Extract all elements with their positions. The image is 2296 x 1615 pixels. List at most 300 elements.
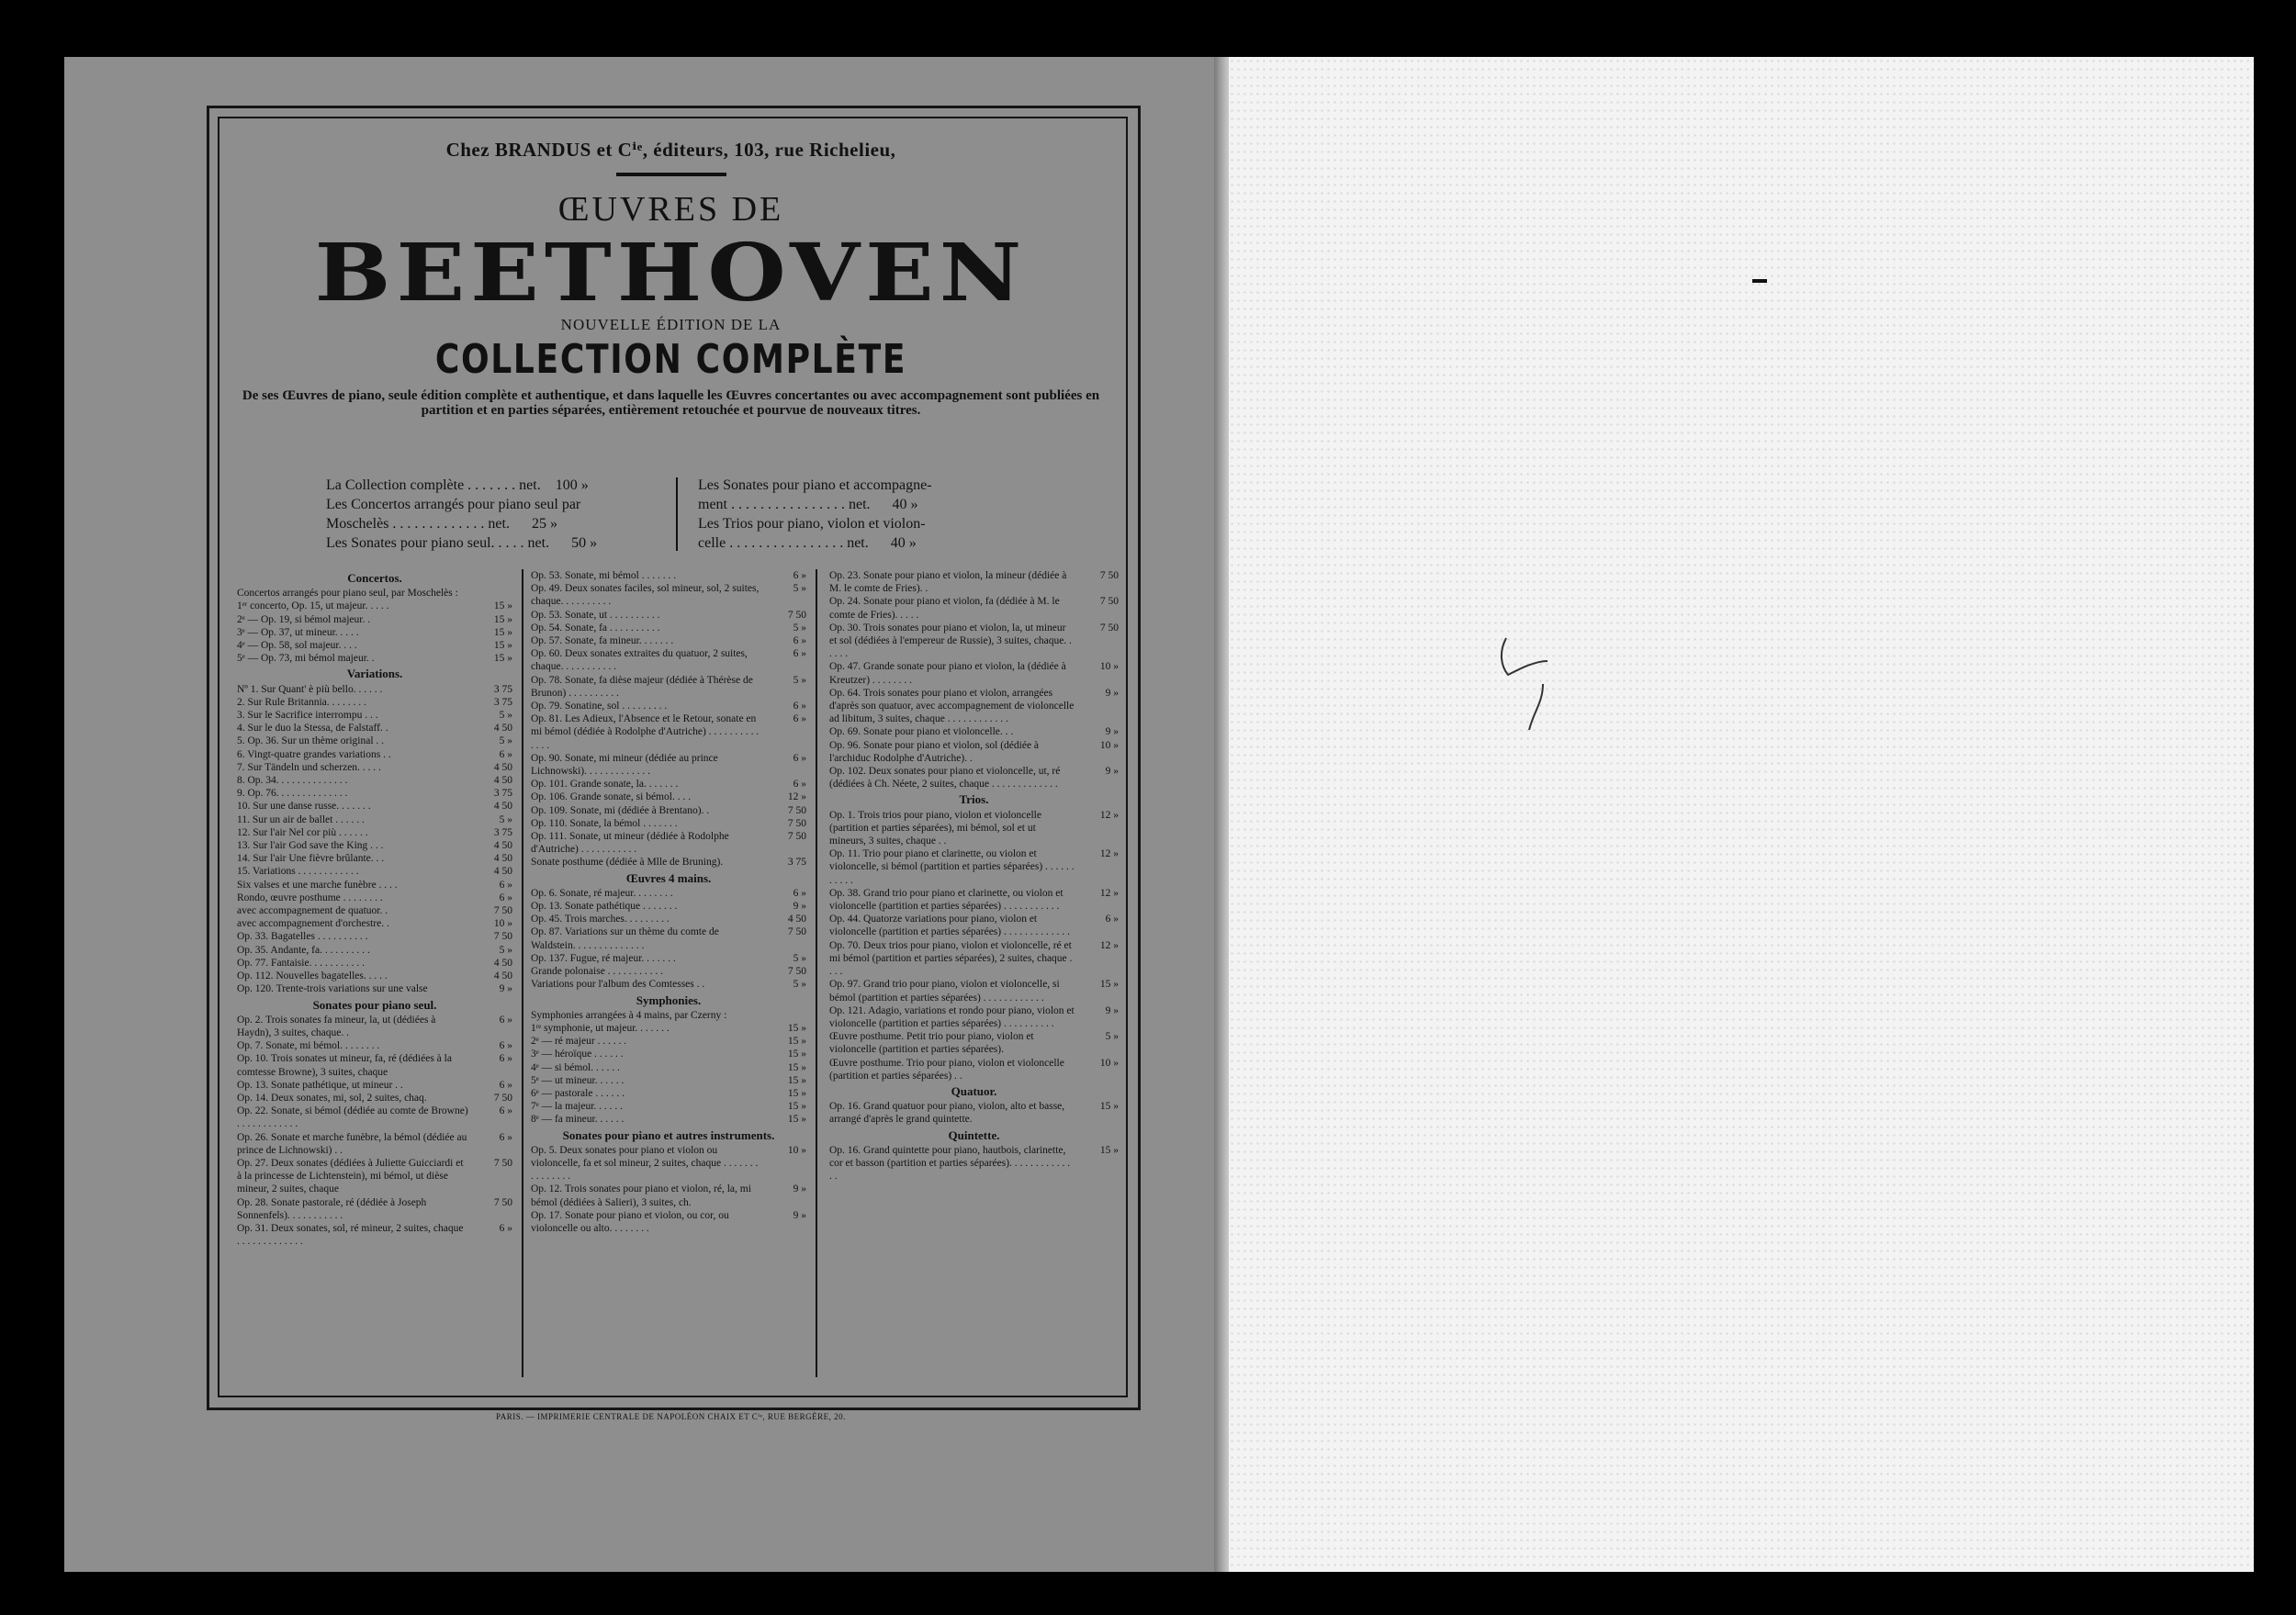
entry-price: 4 50 [787, 914, 806, 925]
catalogue-entry [237, 917, 512, 930]
entry-title: Op. 78. Sonate, fa dièse majeur (dédiée à Thérèse de Brunon) . . . . . . . . . . [531, 674, 753, 699]
price-unit: » [577, 477, 589, 493]
entry-title: Op. 13. Sonate pathétique, ut mineur . . [237, 1079, 403, 1091]
catalogue-entry [531, 1209, 806, 1235]
ink-mark [1752, 279, 1767, 283]
entry-title: Op. 38. Grand trio pour piano et clarinette, ou violon et violoncelle (partition et parties séparées) . . . . . . . . . . . [829, 887, 1064, 913]
entry-price: 6 » [793, 779, 806, 791]
entry-price: 6 » [499, 1053, 512, 1065]
entry-title: Op. 30. Trois sonates pour piano et violon, la, ut mineur et sol (dédiées à l'empereur de Russie), 3 suites, chaque. . . . . . [829, 622, 1072, 660]
entry-price: 5 » [499, 710, 512, 722]
entry-price: 5 » [1105, 1031, 1119, 1043]
entry-price: 7 50 [787, 609, 806, 621]
entry-title: Op. 47. Grande sonate pour piano et violon, la (dédiée à Kreutzer) . . . . . . . . [829, 661, 1066, 686]
catalogue-entry [237, 787, 512, 800]
catalogue-entry [531, 913, 806, 925]
entry-price: 7 50 [1099, 622, 1119, 634]
entry-price: 9 » [499, 983, 512, 995]
entry-price: 12 » [1099, 887, 1119, 899]
catalogue-entry [237, 652, 512, 665]
entry-price: 5 » [499, 735, 512, 747]
catalogue-entry [829, 1100, 1119, 1126]
price-label: Les Concertos arrangés pour piano seul par [326, 497, 585, 512]
catalogue-entry [531, 925, 806, 951]
entry-title: Op. 10. Trois sonates ut mineur, fa, ré (dédiées à la comtesse Browne), 3 suites, chaque [237, 1053, 452, 1078]
entry-title: 4ᵉ — si bémol. . . . . . [531, 1061, 620, 1073]
entry-price: 7 50 [787, 926, 806, 938]
entry-price: 12 » [787, 791, 806, 803]
catalogue-entry [237, 839, 512, 852]
catalogue-entry [531, 1048, 806, 1060]
catalogue-entry [531, 965, 806, 978]
composer-title: BEETHOVEN [314, 226, 1028, 320]
entry-price: 7 50 [787, 804, 806, 816]
entry-title: Op. 96. Sonate pour piano et violon, sol (dédiée à l'archiduc Rodolphe d'Autriche). . [829, 739, 1040, 764]
entry-title: Op. 28. Sonate pastorale, ré (dédiée à Joseph Sonnenfels). . . . . . . . . . . [237, 1196, 427, 1221]
entry-price: 4 50 [493, 775, 512, 787]
entry-price: 6 » [793, 713, 806, 725]
catalogue-entry [237, 1196, 512, 1222]
catalogue-entry [531, 856, 806, 869]
entry-title: Op. 7. Sonate, mi bémol. . . . . . . . [237, 1040, 380, 1052]
entry-price: 6 » [1105, 914, 1119, 925]
catalogue-entry [237, 826, 512, 839]
entry-price: 6 » [499, 1131, 512, 1143]
header-rule [616, 173, 726, 176]
entry-title: Op. 121. Adagio, variations et rondo pour piano, violon et violoncelle (partition et parties séparées) . . . . . . . . . . [829, 1004, 1075, 1029]
entry-price: 9 » [1105, 726, 1119, 738]
entry-price: 15 » [493, 600, 512, 612]
entry-title: Op. 27. Deux sonates (dédiées à Juliette Guicciardi et à la princesse de Lichtenstein), mi bémol, ut dièse mineur, 2 suites, chaque [237, 1157, 464, 1195]
price-label: Les Sonates pour piano seul. . . . . net. [326, 535, 554, 551]
catalogue-entry [531, 1074, 806, 1087]
entry-title: Op. 6. Sonate, ré majeur. . . . . . . . [531, 887, 673, 899]
catalogue-entry [237, 1039, 512, 1052]
entry-title: Op. 23. Sonate pour piano et violon, la mineur (dédiée à M. le comte de Fries). . [829, 570, 1067, 595]
entry-price: 4 50 [493, 853, 512, 865]
entry-price: 6 » [499, 748, 512, 760]
catalogue-entry [237, 1052, 512, 1078]
edition-description: De ses Œuvres de piano, seule édition complète et authentique, et dans laquelle les Œuvres concertantes ou avec accompagnement sont publiées en partition et en parties séparées, entièrement retouchée et pourvue de nouveaux titres. [242, 388, 1100, 418]
catalogue-column-1 [237, 569, 512, 1248]
entry-price: 3 75 [493, 696, 512, 708]
entry-title: Op. 110. Sonate, la bémol . . . . . . . [531, 817, 678, 829]
entry-price: 4 50 [493, 801, 512, 813]
entry-price: 15 » [493, 640, 512, 652]
entry-title: 15. Variations . . . . . . . . . . . . [237, 866, 359, 878]
entry-title: Concertos arrangés pour piano seul, par Moschelès : [237, 588, 458, 600]
entry-title: 1ᵉʳ concerto, Op. 15, ut majeur. . . . . [237, 600, 389, 612]
section-heading: Œuvres 4 mains. [625, 870, 712, 885]
entry-title: 2ᵉ — Op. 19, si bémol majeur. . [237, 613, 371, 625]
entry-title: Op. 5. Deux sonates pour piano et violon ou violoncelle, fa et sol mineur, 2 suites, chaque . . . . . . . . . . . . . . . [531, 1144, 759, 1183]
entry-title: Op. 90. Sonate, mi mineur (dédiée au prince Lichnowski). . . . . . . . . . . . . [531, 752, 718, 778]
entry-title: 5ᵉ — ut mineur. . . . . . [531, 1074, 625, 1086]
catalogue-entry [829, 687, 1119, 726]
catalogue-entry [237, 904, 512, 917]
catalogue-entry [829, 913, 1119, 938]
price-row [698, 533, 1029, 553]
price-amount: 25 [531, 516, 546, 532]
section-heading: Variations. [346, 667, 403, 681]
entry-title: 3ᵉ — Op. 37, ut mineur. . . . . [237, 626, 359, 638]
entry-title: Op. 101. Grande sonate, la. . . . . . . [531, 779, 679, 791]
collection-heading: COLLECTION COMPLÈTE [434, 336, 907, 383]
entry-price: 7 50 [787, 966, 806, 978]
price-row [326, 476, 675, 495]
entry-title: Op. 57. Sonate, fa mineur. . . . . . . [531, 635, 674, 647]
entry-title: Op. 79. Sonatine, sol . . . . . . . . . [531, 701, 668, 712]
entry-price: 9 » [793, 1209, 806, 1221]
entry-title: Op. 22. Sonate, si bémol (dédiée au comte de Browne) . . . . . . . . . . . . [237, 1105, 468, 1130]
entry-title: Rondo, œuvre posthume . . . . . . . . [237, 892, 383, 903]
entry-price: 4 50 [493, 957, 512, 969]
catalogue-entry [829, 847, 1119, 887]
entry-title: 6. Vingt-quatre grandes variations . . [237, 748, 391, 760]
catalogue-entry [237, 774, 512, 787]
catalogue-entry [531, 634, 806, 647]
catalogue-entry [237, 683, 512, 696]
catalogue-entry [829, 1144, 1119, 1183]
section-heading: Quatuor. [951, 1083, 997, 1098]
catalogue-entry [531, 900, 806, 913]
entry-title: Op. 120. Trente-trois variations sur une valse [237, 983, 428, 995]
catalogue-entry [531, 1144, 806, 1183]
entry-title: Op. 81. Les Adieux, l'Absence et le Retour, sonate en mi bémol (dédiée à Rodolphe d'Autriche) . . . . . . . . . . . . . . [531, 713, 760, 751]
entry-price: 7 50 [493, 1157, 512, 1169]
entry-title: 7ᵉ — la majeur. . . . . . [531, 1101, 624, 1113]
entry-price: 15 » [1099, 1144, 1119, 1156]
catalogue-entry [237, 1105, 512, 1130]
catalogue-entry [237, 892, 512, 904]
catalogue-entry [531, 887, 806, 900]
entry-price: 6 » [793, 570, 806, 581]
edition-line: NOUVELLE ÉDITION DE LA [560, 316, 782, 333]
entry-title: Op. 14. Deux sonates, mi, sol, 2 suites, chaq. [237, 1092, 427, 1104]
entry-price: 10 » [1099, 1057, 1119, 1069]
entry-price: 7 50 [493, 931, 512, 943]
catalogue-entry [237, 852, 512, 865]
catalogue-entry [531, 712, 806, 752]
entry-title: Op. 77. Fantaisie. . . . . . . . . . . [237, 957, 365, 969]
catalogue-entry [237, 1131, 512, 1157]
catalogue-entry [237, 944, 512, 957]
entry-price: 6 » [793, 752, 806, 764]
entry-title: Op. 109. Sonate, mi (dédiée à Brentano). . [531, 804, 710, 816]
entry-title: Op. 11. Trio pour piano et clarinette, ou violon et violoncelle, si bémol (partition et parties séparées) . . . . . . . . . . . [829, 848, 1075, 886]
entry-price: 12 » [1099, 809, 1119, 821]
price-unit: » [906, 497, 918, 512]
entry-title: Six valses et une marche funèbre . . . . [237, 879, 398, 891]
catalogue-entry [531, 647, 806, 673]
catalogue-entry [237, 761, 512, 774]
entry-title: 3ᵉ — héroïque . . . . . . [531, 1049, 624, 1060]
catalogue-entry [237, 696, 512, 709]
entry-title: Symphonies arrangées à 4 mains, par Czerny : [531, 1009, 727, 1021]
price-label: Les Sonates pour piano et accompagne- [698, 477, 936, 493]
entry-price: 9 » [1105, 766, 1119, 778]
price-unit: » [905, 535, 917, 551]
entry-title: 5ᵉ — Op. 73, mi bémol majeur. . [237, 653, 375, 665]
entry-price: 5 » [499, 944, 512, 956]
catalogue-entry [531, 830, 806, 856]
entry-price: 9 » [1105, 687, 1119, 699]
entry-title: 1ʳᵉ symphonie, ut majeur. . . . . . . [531, 1022, 670, 1034]
catalogue-entry [531, 804, 806, 817]
price-amount: 50 [571, 535, 587, 551]
entry-price: 7 50 [493, 1092, 512, 1104]
pencil-squiggle [1497, 634, 1552, 735]
cover-header [218, 138, 1124, 418]
catalogue-entry [829, 1030, 1119, 1056]
price-label: Moschelès . . . . . . . . . . . . . net. [326, 516, 513, 532]
catalogue-entry [237, 709, 512, 722]
catalogue-entry [237, 879, 512, 892]
entry-title: 4ᵉ — Op. 58, sol majeur. . . . [237, 640, 357, 652]
catalogue-entry [237, 1092, 512, 1105]
entry-price: 10 » [1099, 661, 1119, 673]
catalogue-entry [829, 978, 1119, 1004]
entry-title: avec accompagnement d'orchestre. . [237, 918, 389, 930]
catalogue-entry [531, 674, 806, 700]
catalogue-entry [531, 582, 806, 608]
catalogue-entry [237, 748, 512, 761]
entry-title: Op. 53. Sonate, mi bémol . . . . . . . [531, 570, 677, 581]
price-unit: » [546, 516, 557, 532]
entry-title: Op. 64. Trois sonates pour piano et violon, arrangées d'après son quatuor, avec accompagnement de violoncelle ad libitum, 3 suites, chaque . . . . . . . . . . . . [829, 687, 1075, 725]
entry-price: 5 » [793, 583, 806, 595]
entry-title: avec accompagnement de quatuor. . [237, 905, 388, 917]
entry-title: Op. 106. Grande sonate, si bémol. . . . [531, 791, 692, 803]
blank-page [1229, 57, 2254, 1572]
entry-price: 5 » [793, 979, 806, 991]
entry-price: 6 » [499, 1079, 512, 1091]
entry-price: 6 » [499, 1014, 512, 1026]
entry-price: 3 75 [493, 788, 512, 800]
catalogue-entry [829, 622, 1119, 661]
entry-title: Op. 87. Variations sur un thème du comte de Waldstein. . . . . . . . . . . . . . [531, 926, 719, 951]
catalogue-entry [237, 639, 512, 652]
entry-price: 6 » [499, 1040, 512, 1052]
entry-title: Op. 54. Sonate, fa . . . . . . . . . . [531, 622, 660, 634]
catalogue-entry [531, 1061, 806, 1074]
catalogue-entry [237, 800, 512, 813]
catalogue-entry [829, 809, 1119, 848]
entry-price [762, 1009, 806, 1022]
entry-title: Op. 12. Trois sonates pour piano et violon, ré, la, mi bémol (dédiées à Salieri), 3 suites, ch. [531, 1183, 751, 1208]
entry-price: 15 » [787, 1049, 806, 1060]
entry-title: 14. Sur l'air Une fièvre brûlante. . . [237, 853, 385, 865]
entry-title: 2ᵉ — ré majeur . . . . . . [531, 1036, 627, 1048]
oeuvres-heading: ŒUVRES DE [557, 190, 784, 229]
entry-price: 15 » [787, 1036, 806, 1048]
entry-price: 9 » [793, 901, 806, 913]
catalogue-entry [237, 626, 512, 639]
catalogue-entry [829, 1057, 1119, 1082]
section-heading: Symphonies. [636, 993, 702, 1007]
entry-title: Nº 1. Sur Quant' è più bello. . . . . . [237, 683, 383, 695]
entry-title: Op. 44. Quatorze variations pour piano, violon et violoncelle (partition et parties séparées) . . . . . . . . . . . . . [829, 914, 1070, 938]
entry-price: 15 » [787, 1061, 806, 1073]
catalogue-entry [531, 978, 806, 991]
entry-price: 7 50 [787, 831, 806, 843]
entry-title: Op. 24. Sonate pour piano et violon, fa (dédiée à M. le comte de Fries). . . . . [829, 596, 1060, 621]
catalogue-entry [829, 739, 1119, 765]
price-amount: 40 [892, 497, 907, 512]
section-heading: Quintette. [948, 1127, 1000, 1142]
entry-title: Op. 53. Sonate, ut . . . . . . . . . . [531, 609, 660, 621]
entry-price [468, 587, 512, 600]
column-divider-1 [522, 569, 523, 1377]
catalogue-column-3 [829, 569, 1119, 1183]
entry-title: 12. Sur l'air Nel cor più . . . . . . [237, 826, 368, 838]
entry-price: 10 » [493, 918, 512, 930]
entry-price: 15 » [493, 613, 512, 625]
catalogue-entry [829, 660, 1119, 686]
entry-price: 6 » [793, 887, 806, 899]
price-unit: » [586, 535, 598, 551]
entry-title: 3. Sur le Sacrifice interrompu . . . [237, 710, 378, 722]
entry-price: 15 » [787, 1074, 806, 1086]
section-heading: Sonates pour piano seul. [312, 997, 437, 1012]
entry-price: 6 » [499, 892, 512, 903]
entry-title: 5. Op. 36. Sur un thème original . . [237, 735, 385, 747]
entry-price: 9 » [1105, 1004, 1119, 1016]
price-row [698, 476, 1029, 495]
catalogue-entry [829, 765, 1119, 791]
price-row [326, 533, 675, 553]
entry-price: 7 50 [493, 1196, 512, 1208]
entry-title: Op. 102. Deux sonates pour piano et violoncelle, ut, ré (dédiées à Ch. Néete, 2 suites, chaque . . . . . . . . . . . . . [829, 766, 1061, 791]
price-list-right [698, 476, 1029, 553]
entry-title: Op. 111. Sonate, ut mineur (dédiée à Rodolphe d'Autriche) . . . . . . . . . . . [531, 831, 729, 856]
entry-title: Op. 97. Grand trio pour piano, violon et violoncelle, si bémol (partition et parties séparées) . . . . . . . . . . . . [829, 979, 1060, 1004]
entry-price: 6 » [793, 701, 806, 712]
section-heading: Sonates pour piano et autres instruments. [562, 1127, 775, 1142]
catalogue-entry [829, 725, 1119, 738]
entry-title: Op. 35. Andante, fa. . . . . . . . . . [237, 944, 370, 956]
catalogue-column-2 [531, 569, 806, 1235]
entry-price: 3 75 [493, 683, 512, 695]
entry-title: Sonate posthume (dédiée à Mlle de Bruning). [531, 857, 724, 869]
entry-price: 5 » [793, 952, 806, 964]
publisher-line: Chez BRANDUS et Cⁱᵉ, éditeurs, 103, rue Richelieu, [445, 139, 896, 161]
entry-title: Op. 17. Sonate pour piano et violon, ou cor, ou violoncelle ou alto. . . . . . . . [531, 1209, 729, 1234]
entry-price: 15 » [493, 626, 512, 638]
catalogue-entry [237, 722, 512, 735]
section-heading: Trios. [959, 792, 989, 807]
entry-price: 6 » [793, 635, 806, 647]
catalogue-entry [531, 569, 806, 582]
entry-price: 4 50 [493, 866, 512, 878]
entry-price: 4 50 [493, 840, 512, 852]
price-list-left [326, 476, 675, 553]
entry-price: 15 » [787, 1022, 806, 1034]
entry-price: 15 » [1099, 979, 1119, 991]
catalogue-entry [829, 569, 1119, 595]
catalogue-entry [237, 1222, 512, 1248]
entry-price: 15 » [787, 1101, 806, 1113]
entry-title: Op. 33. Bagatelles . . . . . . . . . . [237, 931, 368, 943]
entry-price: 5 » [793, 674, 806, 686]
entry-price: 6 » [499, 1105, 512, 1117]
entry-title: Œuvre posthume. Petit trio pour piano, violon et violoncelle (partition et parties séparées). [829, 1031, 1034, 1056]
entry-title: 13. Sur l'air God save the King . . . [237, 840, 384, 852]
catalogue-entry [531, 1113, 806, 1126]
catalogue-entry [237, 813, 512, 826]
entry-title: Op. 45. Trois marches. . . . . . . . . [531, 914, 670, 925]
price-amount: 40 [890, 535, 906, 551]
catalogue-entry [531, 1087, 806, 1100]
entry-title: Grande polonaise . . . . . . . . . . . [531, 966, 664, 978]
price-divider [676, 477, 678, 551]
catalogue-entry [237, 957, 512, 970]
catalogue-entry [237, 600, 512, 612]
entry-price: 6 » [499, 1222, 512, 1234]
entry-price: 7 50 [493, 905, 512, 917]
printer-footer: PARIS. — IMPRIMERIE CENTRALE DE NAPOLÉON CHAIX ET Cⁱᵉ, RUE BERGÈRE, 20. [496, 1412, 846, 1421]
entry-title: Variations pour l'album des Comtesses . . [531, 979, 705, 991]
catalogue-entry [237, 970, 512, 982]
catalogue-entry [531, 817, 806, 830]
price-amount: 100 [555, 477, 578, 493]
catalogue-entry [237, 735, 512, 747]
entry-title: Op. 16. Grand quintette pour piano, hautbois, clarinette, cor et basson (partition et parties séparées). . . . . . . . . . . . . . [829, 1144, 1071, 1183]
entry-title: Op. 112. Nouvelles bagatelles. . . . . [237, 970, 388, 982]
entry-title: 10. Sur une danse russe. . . . . . . [237, 801, 371, 813]
entry-price: 15 » [1099, 1101, 1119, 1113]
catalogue-entry [531, 1035, 806, 1048]
catalogue-entry [531, 622, 806, 634]
entry-price: 15 » [493, 653, 512, 665]
entry-price: 12 » [1099, 939, 1119, 951]
catalogue-entry [237, 1014, 512, 1039]
price-label: ment . . . . . . . . . . . . . . . . net. [698, 497, 874, 512]
entry-price: 3 75 [787, 857, 806, 869]
entry-title: Op. 69. Sonate pour piano et violoncelle. . . [829, 726, 1014, 738]
entry-price: 7 50 [1099, 570, 1119, 581]
catalogue-entry [237, 930, 512, 943]
entry-price: 15 » [787, 1087, 806, 1099]
entry-title: 8. Op. 34. . . . . . . . . . . . . . [237, 775, 348, 787]
entry-price: 4 50 [493, 723, 512, 735]
entry-title: Op. 31. Deux sonates, sol, ré mineur, 2 suites, chaque . . . . . . . . . . . . . [237, 1222, 464, 1248]
catalogue-entry [237, 982, 512, 995]
entry-price: 3 75 [493, 826, 512, 838]
catalogue-entry [531, 952, 806, 965]
entry-price: 4 50 [493, 761, 512, 773]
entry-price: 12 » [1099, 848, 1119, 860]
catalogue-entry [237, 613, 512, 626]
entry-title: Op. 60. Deux sonates extraites du quatuor, 2 suites, chaque. . . . . . . . . . . [531, 648, 748, 673]
catalogue-entry [531, 791, 806, 803]
catalogue-entry [531, 609, 806, 622]
entry-title: Op. 26. Sonate et marche funèbre, la bémol (dédiée au prince de Lichnowski) . . [237, 1131, 467, 1156]
entry-title: Op. 16. Grand quatuor pour piano, violon, alto et basse, arrangé d'après le grand quintette. [829, 1101, 1065, 1126]
catalogue-entry [531, 1009, 806, 1022]
entry-title: Op. 70. Deux trios pour piano, violon et violoncelle, ré et mi bémol (partition et parties séparées), 2 suites, chaque . . . . [829, 939, 1073, 978]
entry-price: 10 » [1099, 739, 1119, 751]
entry-title: Op. 1. Trois trios pour piano, violon et violoncelle (partition et parties séparées), mi bémol, sol et ut mineurs, 3 suites, chaque . . [829, 809, 1041, 847]
entry-price: 10 » [787, 1144, 806, 1156]
entry-price: 15 » [787, 1114, 806, 1126]
entry-title: 11. Sur un air de ballet . . . . . . [237, 813, 365, 825]
price-row [698, 495, 1029, 514]
price-label: La Collection complète . . . . . . . net. [326, 477, 545, 493]
catalogue-entry [237, 1157, 512, 1196]
catalogue-entry [531, 752, 806, 778]
column-divider-2 [816, 569, 817, 1377]
